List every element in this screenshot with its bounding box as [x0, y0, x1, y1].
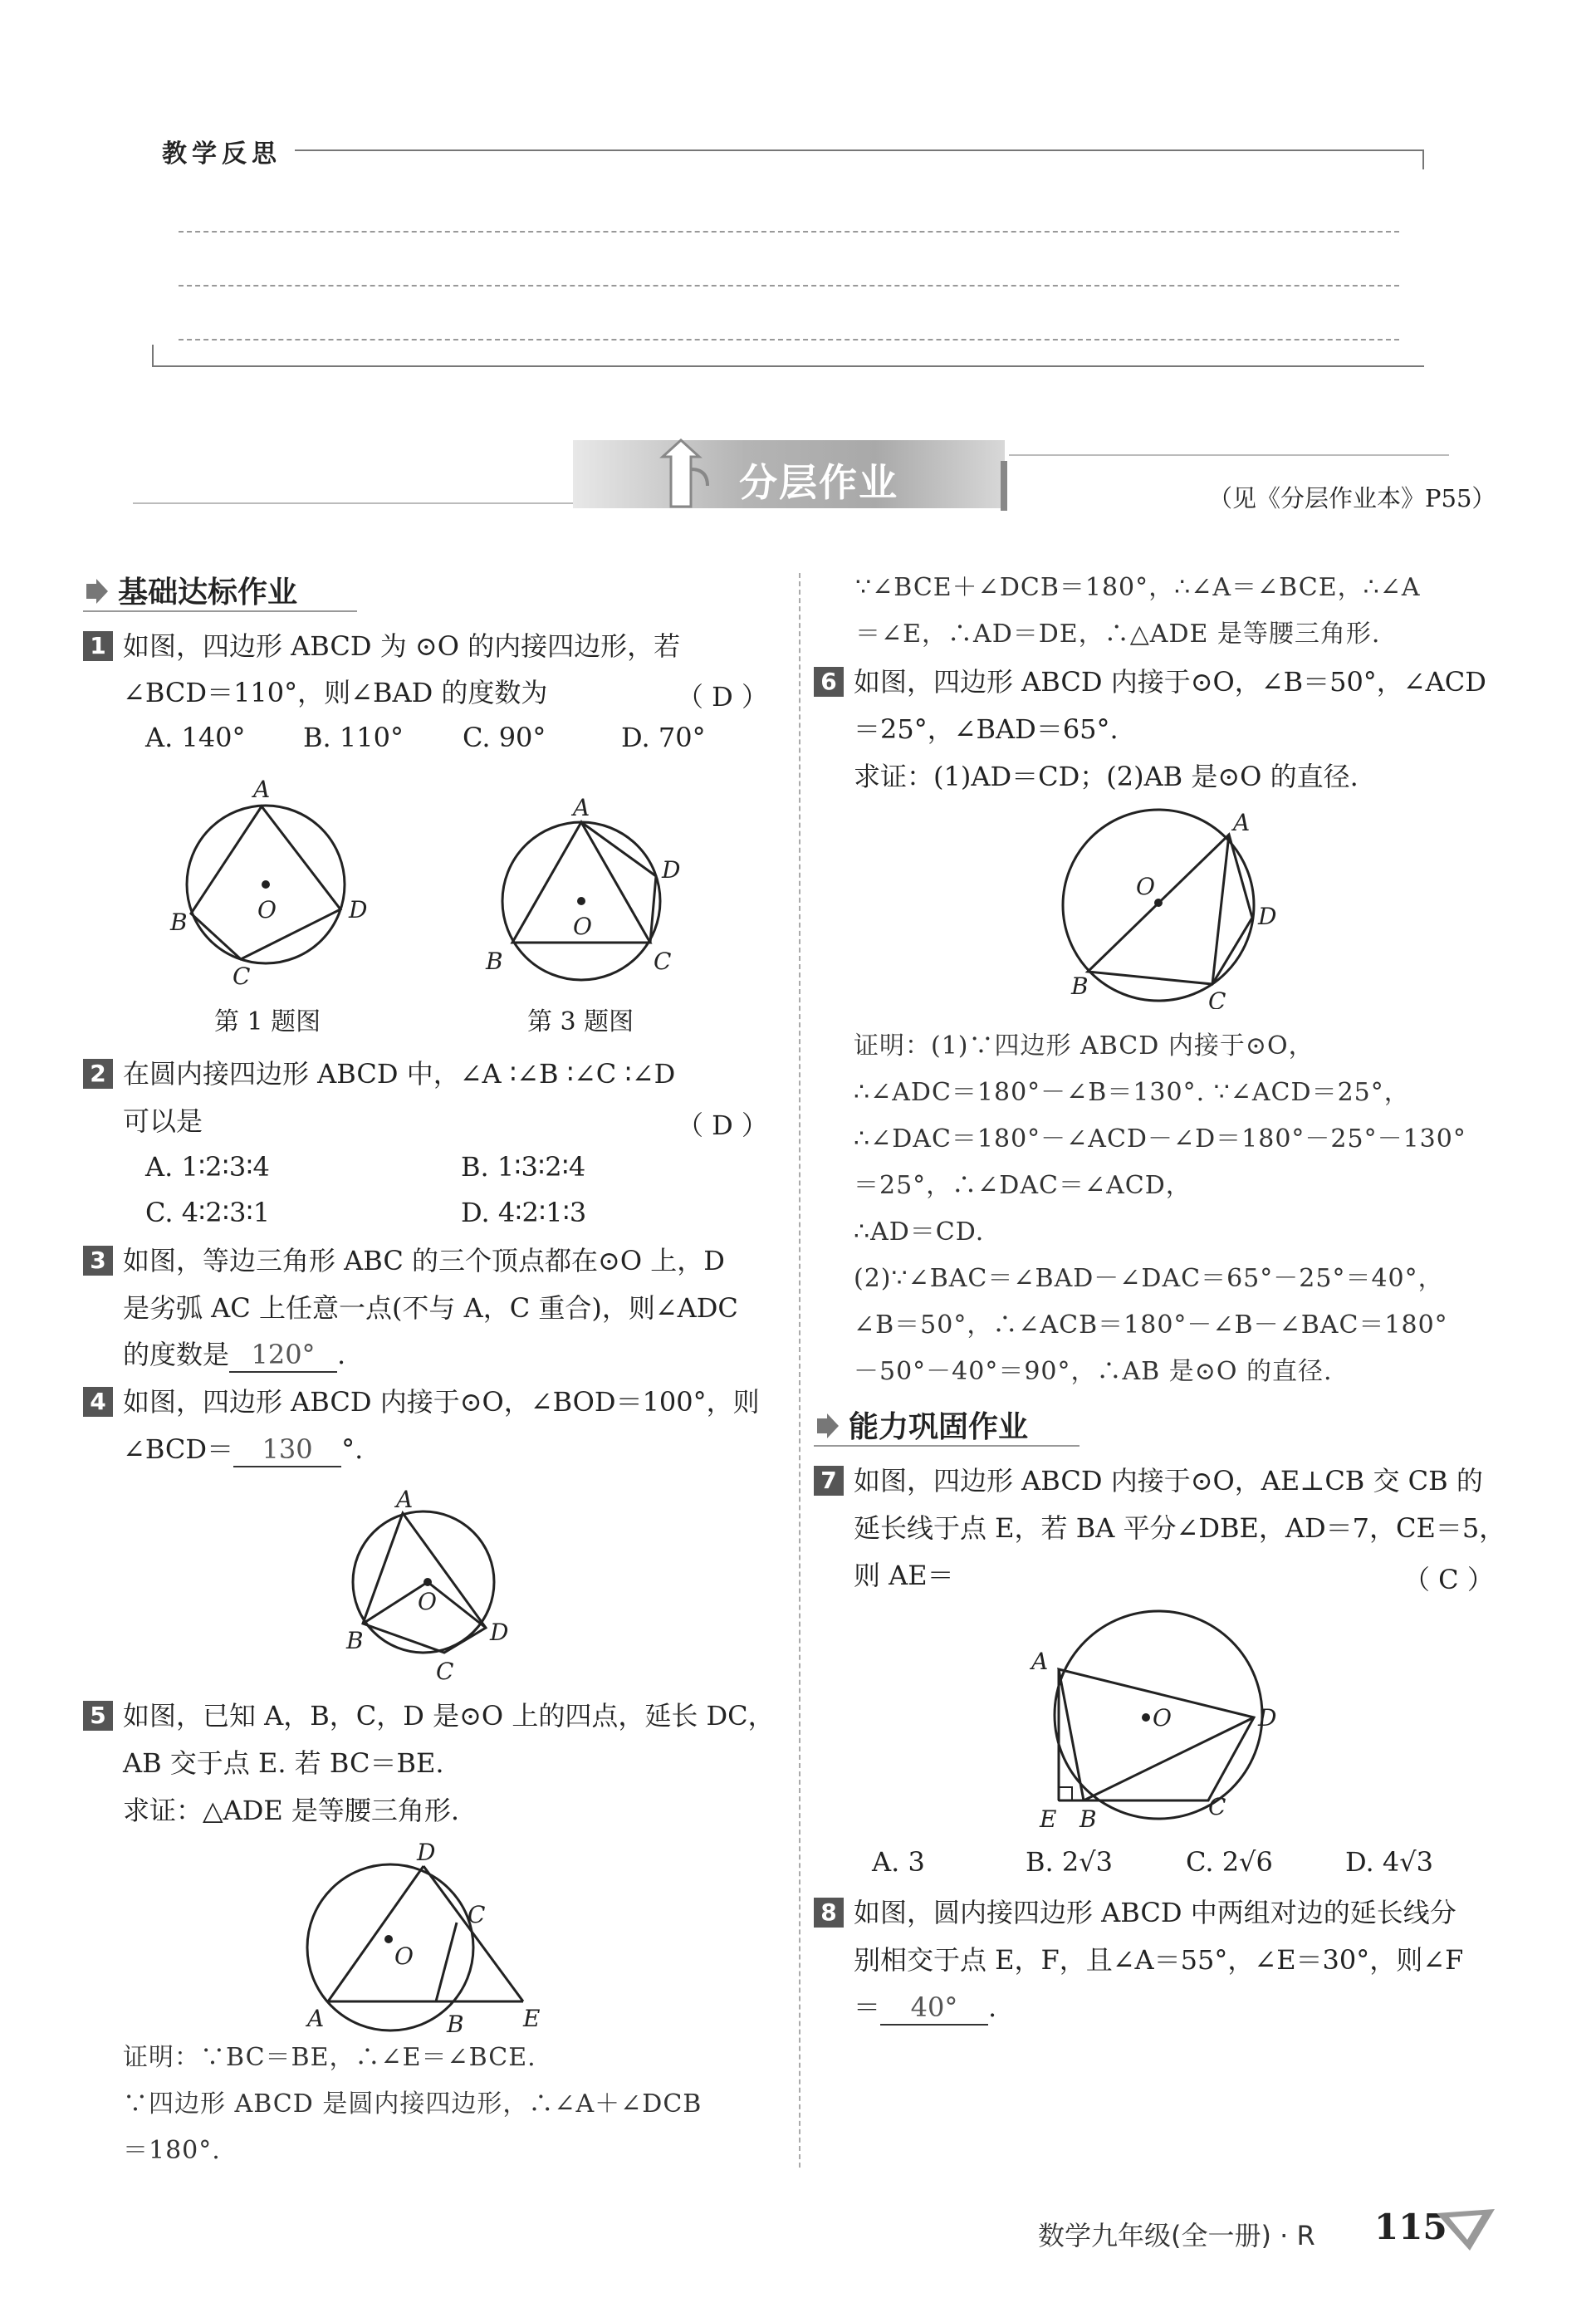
q6-proof-line-6: (2)∵∠BAC＝∠BAD－∠DAC＝65°－25°＝40°， — [854, 1264, 1444, 1293]
fig7-label-D: D — [1258, 1704, 1277, 1732]
banner-arrow-icon — [656, 436, 722, 511]
figure-3 — [477, 793, 702, 992]
q8-line-3: ＝ 40° . — [854, 1991, 996, 2026]
q7-option-d: D. 4√3 — [1345, 1846, 1433, 1878]
q8-line-2: 别相交于点 E，F，且∠A＝55°，∠E＝30°，则∠F — [854, 1944, 1464, 1976]
q5-proof-cont-line-2: ＝∠E，∴AD＝DE，∴△ADE 是等腰三角形. — [855, 620, 1381, 649]
fig5-label-A: A — [307, 2005, 325, 2032]
question-number-8: 8 — [814, 1898, 844, 1928]
section-basic-heading: 基础达标作业 — [83, 569, 297, 611]
fig7-label-B: B — [1080, 1805, 1097, 1833]
figure-4 — [328, 1487, 527, 1686]
q7-option-b: B. 2√3 — [1026, 1846, 1113, 1878]
fig6-label-D: D — [1258, 903, 1277, 930]
question-number-6: 6 — [814, 667, 844, 697]
q2-option-d: D. 4∶2∶1∶3 — [461, 1197, 587, 1228]
footer-page-number: 115 — [1374, 2207, 1447, 2247]
q6-proof-line-4: ＝25°，∴∠DAC＝∠ACD， — [854, 1171, 1192, 1200]
q6-proof-line-1: 证明：(1)∵四边形 ABCD 内接于⊙O， — [854, 1031, 1314, 1061]
section-arrow-icon — [814, 1412, 842, 1440]
q6-proof-line-3: ∴∠DAC＝180°－∠ACD－∠D＝180°－25°－130° — [854, 1124, 1466, 1154]
fig3-label-D: D — [662, 856, 681, 884]
figure-7 — [1021, 1595, 1287, 1835]
question-number-4: 4 — [83, 1387, 113, 1417]
q7-line-2: 延长线于点 E，若 BA 平分∠DBE，AD＝7，CE＝5， — [854, 1512, 1506, 1544]
fig3-label-A: A — [573, 794, 590, 821]
figure-1-caption: 第 1 题图 — [214, 1007, 321, 1036]
fig7-label-E: E — [1040, 1805, 1057, 1833]
q3-line-1: 如图，等边三角形 ABC 的三个顶点都在⊙O 上，D — [123, 1245, 725, 1276]
q5-line-3: 求证：△ADE 是等腰三角形. — [123, 1795, 460, 1826]
fig5-label-C: C — [468, 1901, 486, 1928]
fig7-label-A: A — [1031, 1648, 1049, 1675]
q1-line-2: ∠BCD＝110°，则∠BAD 的度数为 — [123, 677, 548, 708]
section-basic-underline — [83, 610, 357, 612]
q7-line-3: 则 AE＝ — [854, 1560, 954, 1591]
section-arrow-icon — [83, 577, 111, 605]
fig6-label-C: C — [1208, 987, 1226, 1009]
section-ability-underline — [814, 1445, 1080, 1447]
q5-line-1: 如图，已知 A，B，C，D 是⊙O 上的四点，延长 DC， — [123, 1700, 775, 1732]
fig6-label-A: A — [1233, 809, 1251, 836]
q7-line-1: 如图，四边形 ABCD 内接于⊙O，AE⊥CB 交 CB 的 — [854, 1465, 1483, 1497]
figure-5 — [299, 1839, 556, 2039]
reflection-top-line — [295, 149, 1424, 151]
fig3-label-B: B — [486, 948, 503, 975]
q7-answer: （ C ） — [1403, 1564, 1494, 1595]
q1-option-d: D. 70° — [621, 722, 706, 753]
question-number-2: 2 — [83, 1059, 113, 1089]
fig6-label-O: O — [1136, 873, 1155, 900]
q2-answer: （ D ） — [677, 1110, 769, 1141]
q1-line-1: 如图，四边形 ABCD 为 ⊙O 的内接四边形，若 — [123, 630, 681, 662]
q5-proof-line-2: ∵四边形 ABCD 是圆内接四边形，∴∠A＋∠DCB — [123, 2089, 703, 2119]
fig3-label-C: C — [654, 948, 672, 975]
fig7-label-O: O — [1153, 1704, 1172, 1732]
q1-answer: （ D ） — [677, 681, 769, 713]
q2-option-b: B. 1∶3∶2∶4 — [461, 1151, 586, 1183]
question-number-3: 3 — [83, 1246, 113, 1276]
footer-book-title: 数学九年级(全一册) · R — [1038, 2220, 1315, 2251]
q2-line-2: 可以是 — [123, 1105, 203, 1137]
q1-option-a: A. 140° — [145, 722, 246, 753]
q6-proof-line-7: ∠B＝50°，∴∠ACB＝180°－∠B－∠BAC＝180° — [854, 1310, 1448, 1340]
q6-line-1: 如图，四边形 ABCD 内接于⊙O，∠B＝50°，∠ACD — [854, 666, 1486, 698]
q5-line-2: AB 交于点 E. 若 BC＝BE. — [123, 1747, 444, 1779]
reflection-label: 教学反思 — [162, 140, 282, 169]
reflection-bottom-line — [152, 365, 1424, 367]
fig4-label-D: D — [490, 1619, 509, 1646]
q4-blank: 130 — [233, 1433, 341, 1467]
reflection-line-3 — [179, 339, 1399, 340]
banner-left-rule — [133, 502, 573, 504]
q6-proof-line-2: ∴∠ADC＝180°－∠B＝130°. ∵∠ACD＝25°， — [854, 1078, 1410, 1107]
question-number-5: 5 — [83, 1701, 113, 1731]
question-number-1: 1 — [83, 631, 113, 661]
q2-option-c: C. 4∶2∶3∶1 — [145, 1197, 271, 1228]
banner-reference: （见《分层作业本》P55） — [1208, 484, 1496, 512]
q8-blank: 40° — [880, 1991, 988, 2026]
fig7-label-C: C — [1208, 1793, 1226, 1820]
q1-option-b: B. 110° — [303, 722, 404, 753]
banner-right-rule — [1009, 454, 1449, 456]
figure-1 — [162, 772, 378, 988]
q3-line-2: 是劣弧 AC 上任意一点(不与 A，C 重合)，则∠ADC — [123, 1292, 738, 1324]
q7-option-c: C. 2√6 — [1186, 1846, 1273, 1878]
fig1-label-C: C — [233, 963, 251, 988]
q5-proof-line-3: ＝180°. — [123, 2136, 221, 2165]
banner-end-bar — [1001, 461, 1007, 511]
q6-proof-line-5: ∴AD＝CD. — [854, 1217, 985, 1247]
banner-title: 分层作业 — [739, 460, 898, 505]
fig4-label-A: A — [396, 1487, 414, 1513]
q8-line-1: 如图，圆内接四边形 ABCD 中两组对边的延长线分 — [854, 1897, 1456, 1928]
q3-line-3: 的度数是 120° . — [123, 1338, 345, 1373]
fig4-label-C: C — [436, 1658, 454, 1685]
q4-line-1: 如图，四边形 ABCD 内接于⊙O，∠BOD＝100°，则 — [123, 1386, 760, 1418]
q6-line-3: 求证：(1)AD＝CD；(2)AB 是⊙O 的直径. — [854, 761, 1359, 792]
fig4-label-O: O — [418, 1588, 437, 1615]
column-divider — [799, 573, 800, 2168]
q5-proof-cont-line-1: ∵∠BCE＋∠DCB＝180°，∴∠A＝∠BCE，∴∠A — [855, 573, 1421, 602]
q4-line-2: ∠BCD＝ 130 °. — [123, 1433, 363, 1467]
q2-option-a: A. 1∶2∶3∶4 — [145, 1151, 270, 1183]
fig1-label-O: O — [257, 896, 277, 923]
fig5-label-E: E — [523, 2005, 541, 2032]
q1-option-c: C. 90° — [463, 722, 546, 753]
fig3-label-O: O — [573, 913, 592, 940]
fig1-label-D: D — [349, 896, 368, 923]
fig1-label-B: B — [170, 909, 188, 936]
reflection-right-edge — [1422, 149, 1424, 169]
q5-proof-line-1: 证明：∵BC＝BE，∴∠E＝∠BCE. — [123, 2043, 536, 2072]
q7-option-a: A. 3 — [872, 1846, 925, 1878]
fig5-label-D: D — [417, 1839, 436, 1866]
q3-blank: 120° — [229, 1338, 337, 1373]
reflection-line-1 — [179, 231, 1399, 233]
fig1-label-A: A — [253, 776, 271, 803]
section-ability-heading: 能力巩固作业 — [814, 1403, 1028, 1446]
question-number-7: 7 — [814, 1466, 844, 1496]
q2-line-1: 在圆内接四边形 ABCD 中，∠A ∶∠B ∶∠C ∶∠D — [123, 1058, 676, 1090]
footer-corner-icon — [1432, 2205, 1499, 2255]
fig4-label-B: B — [346, 1627, 364, 1654]
reflection-line-2 — [179, 285, 1399, 287]
fig5-label-O: O — [394, 1942, 414, 1970]
figure-6 — [1055, 801, 1279, 1009]
figure-3-caption: 第 3 题图 — [527, 1007, 634, 1036]
q6-proof-line-8: －50°－40°＝90°，∴AB 是⊙O 的直径. — [854, 1357, 1333, 1386]
reflection-left-edge — [152, 345, 154, 365]
fig5-label-B: B — [447, 2011, 464, 2038]
fig6-label-B: B — [1071, 972, 1089, 1000]
q6-line-2: ＝25°，∠BAD＝65°. — [854, 713, 1119, 745]
